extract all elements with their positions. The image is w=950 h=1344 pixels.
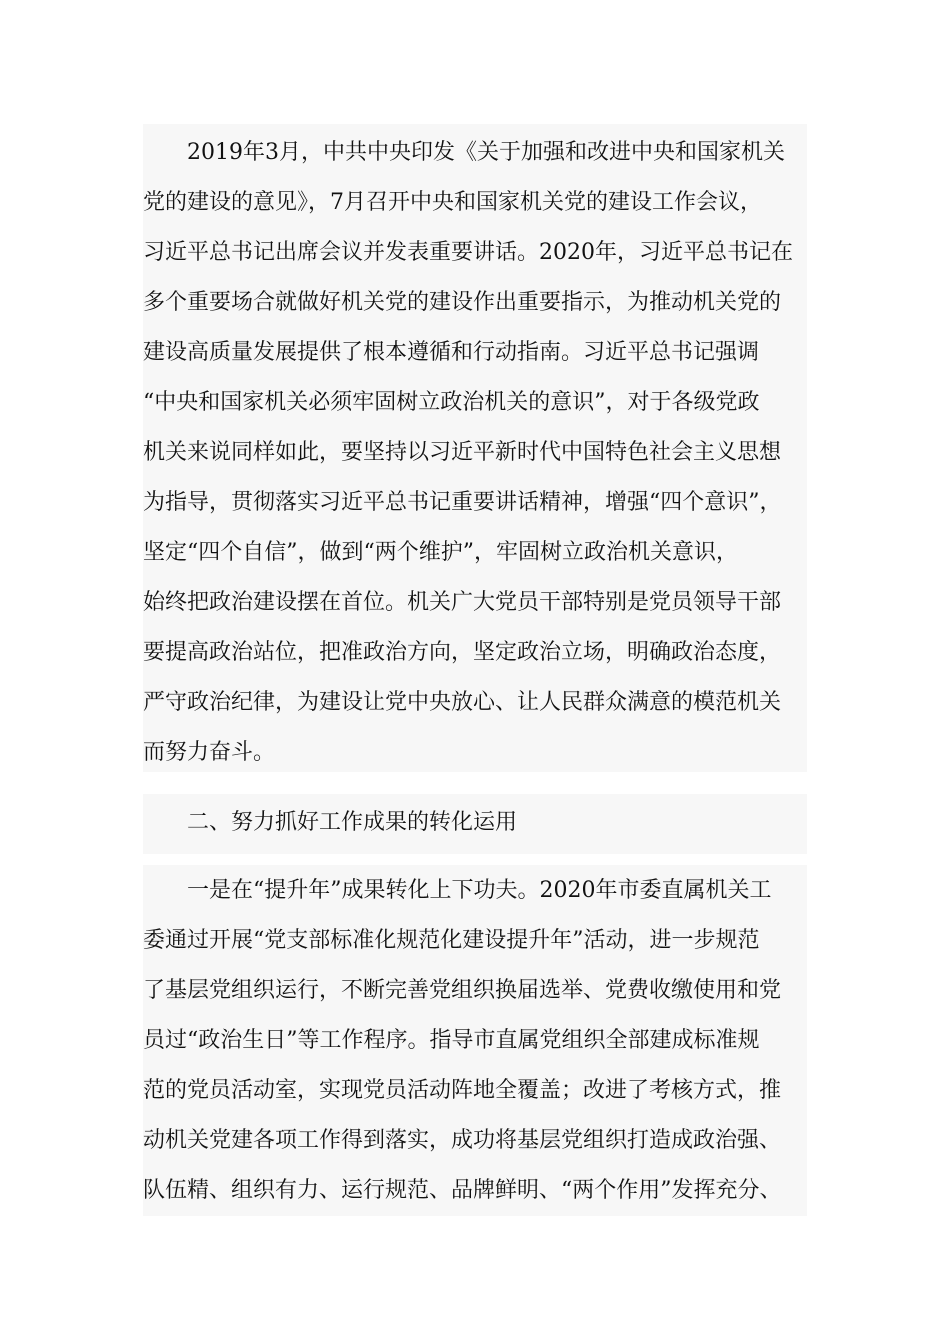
paragraph-line: 机关来说同样如此，要坚持以习近平新时代中国特色社会主义思想 <box>143 440 782 465</box>
paragraph-achievements <box>143 865 807 1216</box>
paragraph-line: 坚定“四个自信”，做到“两个维护”，牢固树立政治机关意识， <box>143 540 738 565</box>
paragraph-line: “中央和国家机关必须牢固树立政治机关的意识”，对于各级党政 <box>143 390 760 415</box>
paragraph-line: 建设高质量发展提供了根本遵循和行动指南。习近平总书记强调 <box>143 340 760 365</box>
paragraph-line: 范的党员活动室，实现党员活动阵地全覆盖；改进了考核方式，推 <box>143 1078 782 1103</box>
paragraph-party-building <box>143 124 807 772</box>
paragraph-line: 一是在“提升年”成果转化上下功夫。2020年市委直属机关工 <box>187 878 772 903</box>
paragraph-line: 员过“政治生日”等工作程序。指导市直属党组织全部建成标准规 <box>143 1028 760 1053</box>
section-heading <box>143 794 807 854</box>
section-heading-text: 二、努力抓好工作成果的转化运用 <box>187 810 518 835</box>
paragraph-line: 党的建设的意见》，7月召开中央和国家机关党的建设工作会议， <box>143 190 762 215</box>
paragraph-line: 委通过开展“党支部标准化规范化建设提升年”活动，进一步规范 <box>143 928 760 953</box>
paragraph-line: 习近平总书记出席会议并发表重要讲话。2020年，习近平总书记在 <box>143 240 793 265</box>
paragraph-line: 多个重要场合就做好机关党的建设作出重要指示，为推动机关党的 <box>143 290 782 315</box>
paragraph-line: 始终把政治建设摆在首位。机关广大党员干部特别是党员领导干部 <box>143 590 782 615</box>
paragraph-line: 而努力奋斗。 <box>143 740 276 765</box>
paragraph-line: 为指导，贯彻落实习近平总书记重要讲话精神，增强“四个意识”， <box>143 490 782 515</box>
paragraph-line: 动机关党建各项工作得到落实，成功将基层党组织打造成政治强、 <box>143 1128 782 1153</box>
paragraph-line: 队伍精、组织有力、运行规范、品牌鲜明、“两个作用”发挥充分、 <box>143 1178 782 1203</box>
paragraph-line: 要提高政治站位，把准政治方向，坚定政治立场，明确政治态度， <box>143 640 782 665</box>
paragraph-line: 严守政治纪律，为建设让党中央放心、让人民群众满意的模范机关 <box>143 690 782 715</box>
paragraph-line: 了基层党组织运行，不断完善党组织换届选举、党费收缴使用和党 <box>143 978 782 1003</box>
paragraph-line: 2019年3月，中共中央印发《关于加强和改进中央和国家机关 <box>187 140 785 165</box>
